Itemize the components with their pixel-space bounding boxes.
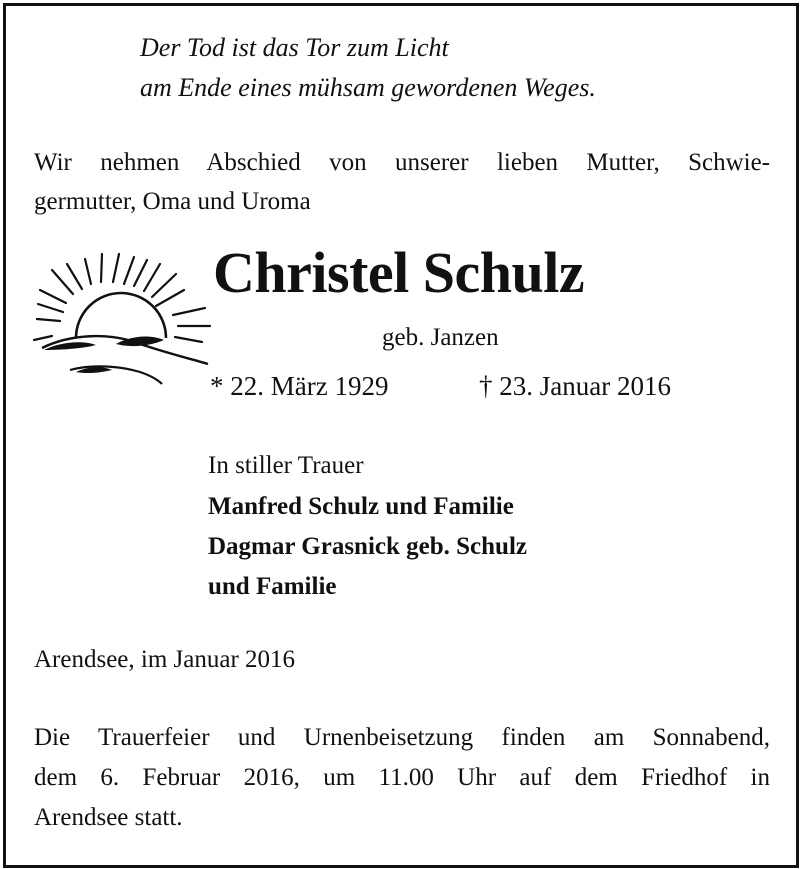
mourner-line: und Familie [208,573,337,600]
intro-line-2: germutter, Oma und Uroma [34,188,311,215]
sunset-over-hills-icon [30,242,215,394]
funeral-notice-line-2: dem 6. Februar 2016, um 11.00 Uhr auf dem Friedhof in [34,764,770,791]
birth-date: * 22. März 1929 [210,371,389,401]
maiden-name: geb. Janzen [382,324,499,351]
mourner-line: Manfred Schulz und Familie [208,493,514,520]
motto-line-2: am Ende eines mühsam gewordenen Weges. [140,73,596,102]
intro-line-1: Wir nehmen Abschied von unserer lieben Mutter, Schwie- [34,149,770,176]
mourning-label: In stiller Trauer [208,452,364,479]
motto-line-1: Der Tod ist das Tor zum Licht [140,33,449,62]
funeral-notice-line-3: Arendsee statt. [34,804,183,831]
place-and-date: Arendsee, im Januar 2016 [34,646,296,673]
funeral-notice-line-1: Die Trauerfeier und Urnenbeisetzung finden am Sonnabend, [34,724,770,751]
death-date: † 23. Januar 2016 [479,371,671,401]
deceased-name: Christel Schulz [213,240,585,305]
mourner-line: Dagmar Grasnick geb. Schulz [208,533,527,560]
